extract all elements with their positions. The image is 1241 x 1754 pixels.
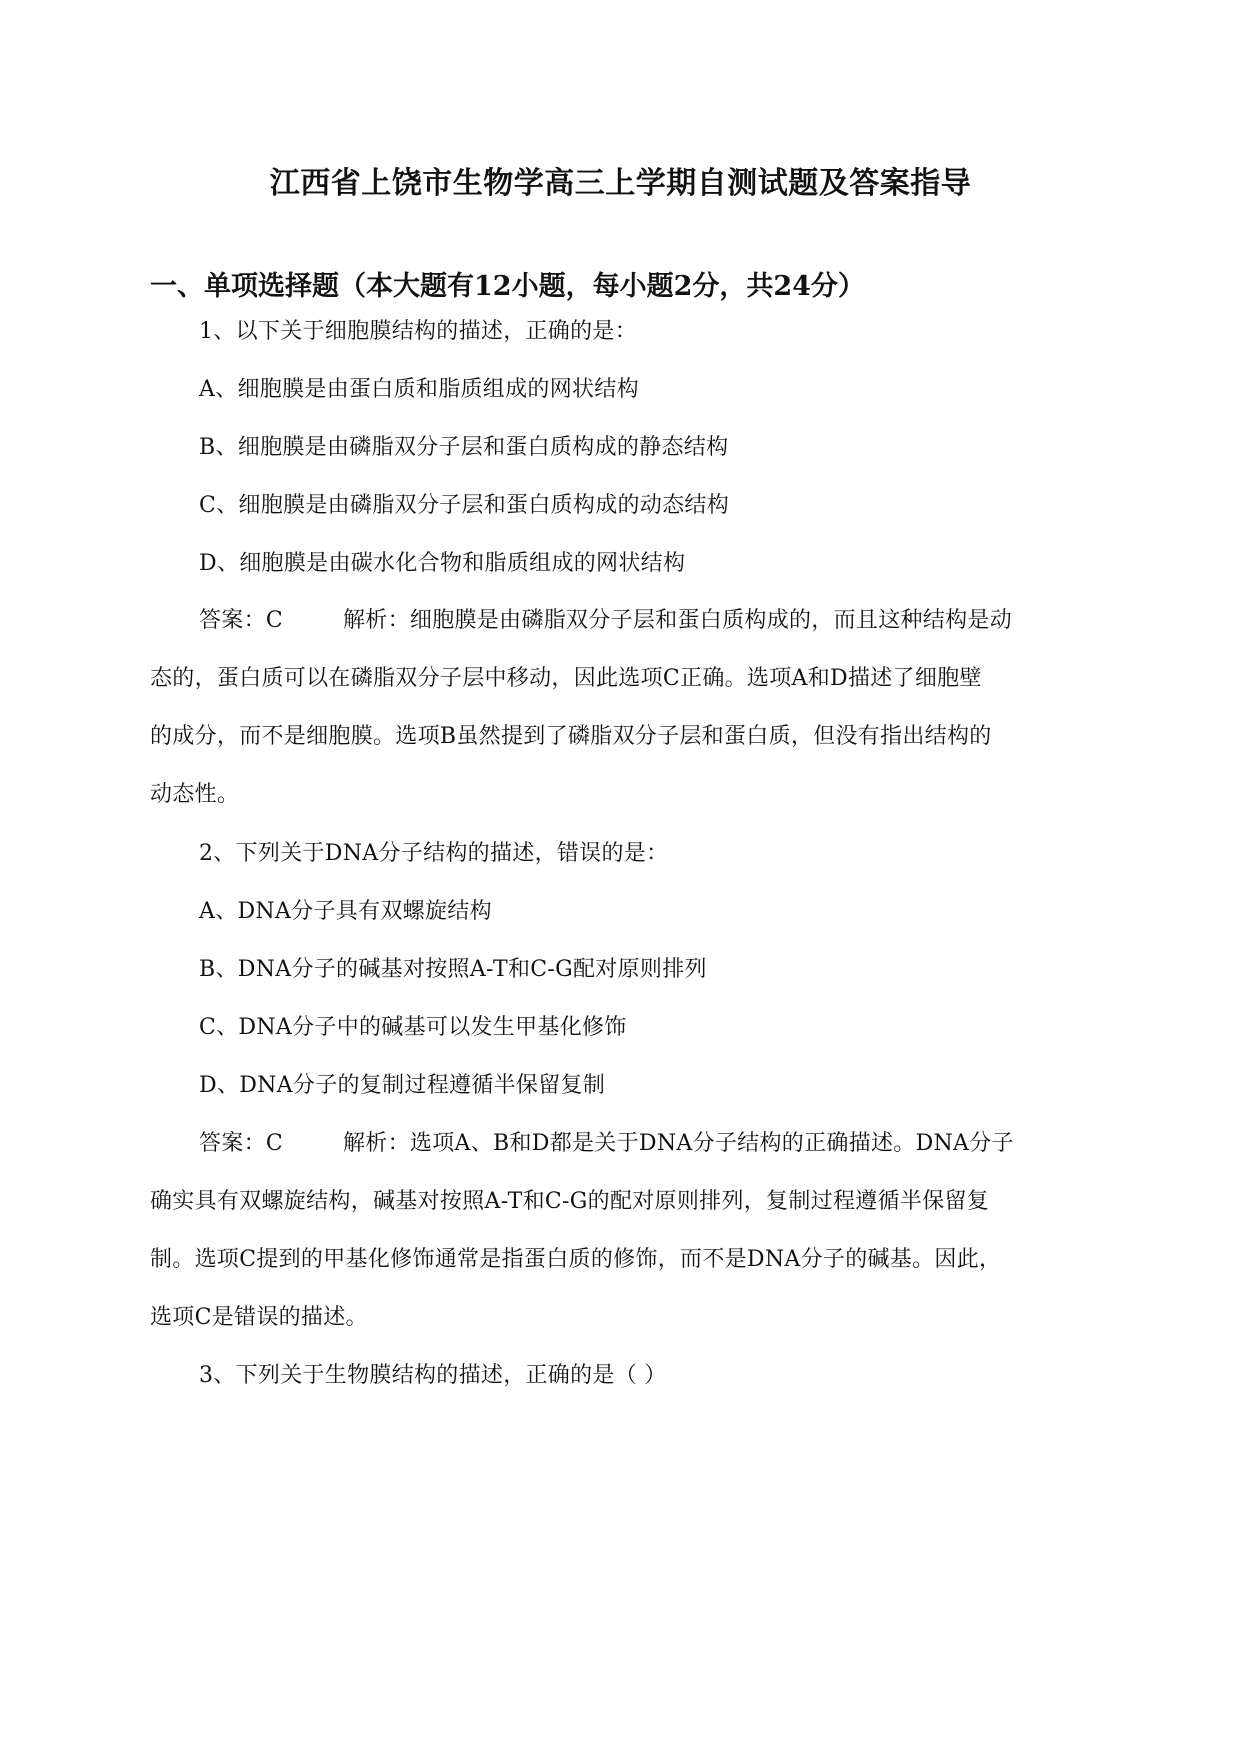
question-1-option-d: D、细胞膜是由碳水化合物和脂质组成的网状结构 (199, 551, 686, 576)
question-2-analysis-line-1: 解析：选项A、B和D都是关于DNA分子结构的正确描述。DNA分子 (343, 1131, 1014, 1156)
question-1-option-c: C、细胞膜是由磷脂双分子层和蛋白质构成的动态结构 (199, 493, 730, 518)
question-2-analysis-line-3: 制。选项C提到的甲基化修饰通常是指蛋白质的修饰，而不是DNA分子的碱基。因此， (150, 1247, 1002, 1272)
question-2-answer-line (199, 1126, 1014, 1157)
question-3-stem: 3、下列关于生物膜结构的描述，正确的是（ ） (199, 1363, 667, 1388)
question-2-answer: 答案：C (199, 1131, 284, 1156)
document-title: 江西省上饶市生物学高三上学期自测试题及答案指导 (269, 166, 972, 201)
question-1-answer: 答案：C (199, 608, 284, 633)
question-1-option-b: B、细胞膜是由磷脂双分子层和蛋白质构成的静态结构 (199, 435, 729, 460)
question-2-stem: 2、下列关于DNA分子结构的描述，错误的是： (199, 841, 669, 866)
question-1-analysis-line-1: 解析：细胞膜是由磷脂双分子层和蛋白质构成的，而且这种结构是动 (343, 608, 1013, 633)
question-1-option-a: A、细胞膜是由蛋白质和脂质组成的网状结构 (199, 377, 639, 402)
question-1-answer-line (199, 603, 1012, 634)
question-1-analysis-line-4: 动态性。 (150, 782, 240, 807)
section-heading: 一、单项选择题（本大题有12小题，每小题2分，共24分） (150, 271, 865, 302)
question-2-analysis-line-2: 确实具有双螺旋结构，碱基对按照A-T和C-G的配对原则排列，复制过程遵循半保留复 (150, 1189, 990, 1214)
question-2-option-c: C、DNA分子中的碱基可以发生甲基化修饰 (199, 1015, 627, 1040)
question-2-option-b: B、DNA分子的碱基对按照A-T和C-G配对原则排列 (199, 957, 707, 982)
question-1-analysis-line-2: 态的，蛋白质可以在磷脂双分子层中移动，因此选项C正确。选项A和D描述了细胞壁 (150, 666, 982, 691)
question-1-analysis-line-3: 的成分，而不是细胞膜。选项B虽然提到了磷脂双分子层和蛋白质，但没有指出结构的 (150, 724, 992, 749)
question-2-analysis-line-4: 选项C是错误的描述。 (150, 1305, 368, 1330)
question-2-option-a: A、DNA分子具有双螺旋结构 (199, 899, 492, 924)
question-2-option-d: D、DNA分子的复制过程遵循半保留复制 (199, 1073, 606, 1098)
question-1-stem: 1、以下关于细胞膜结构的描述，正确的是： (199, 319, 637, 344)
